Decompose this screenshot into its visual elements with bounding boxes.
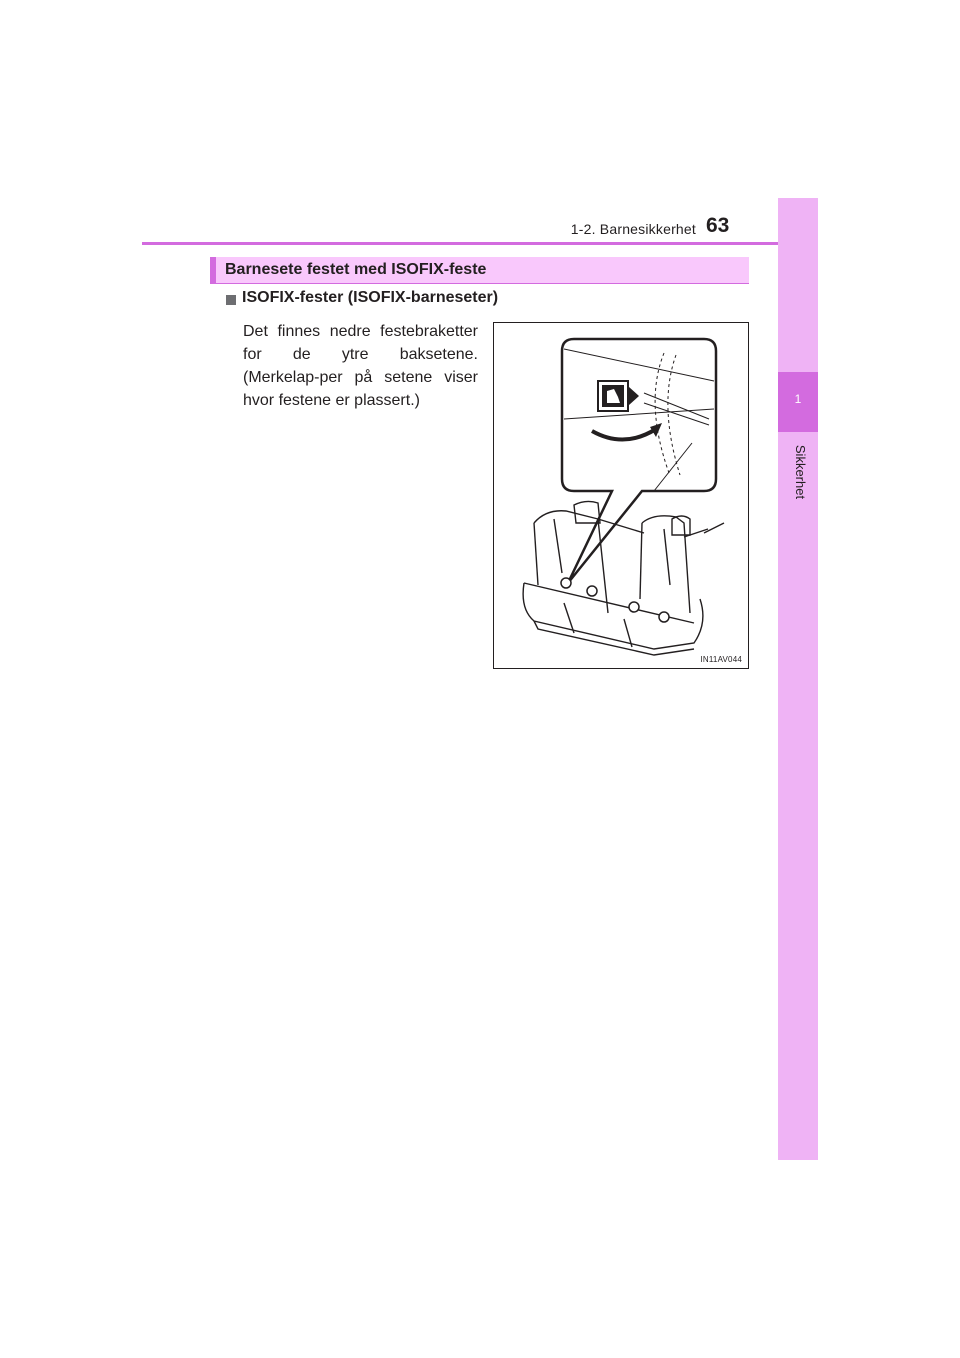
header-rule (142, 242, 818, 245)
page-number: 63 (706, 214, 730, 237)
isofix-illustration (493, 322, 749, 669)
subheading-marker (226, 295, 236, 305)
rear-bench-seat (523, 501, 724, 655)
anchor-markers (561, 578, 669, 622)
subheading: ISOFIX-fester (ISOFIX-barneseter) (242, 289, 499, 306)
body-paragraph: Det finnes nedre festebraketter for de ytre baksetene. (Merkelap-per på setene viser hvor festene er plassert.) (243, 323, 478, 409)
chapter-name: Sikkerhet (793, 444, 808, 500)
side-tab (778, 198, 818, 1160)
section-heading: Barnesete festet med ISOFIX-feste (225, 261, 487, 278)
chapter-number: 1 (794, 392, 802, 406)
figure-code: IN11AV044 (700, 655, 742, 664)
running-header-section: 1-2. Barnesikkerhet (570, 221, 696, 237)
callout-bubble (562, 339, 716, 583)
section-heading-accent (210, 257, 216, 284)
rear-seat-drawing (494, 323, 750, 670)
